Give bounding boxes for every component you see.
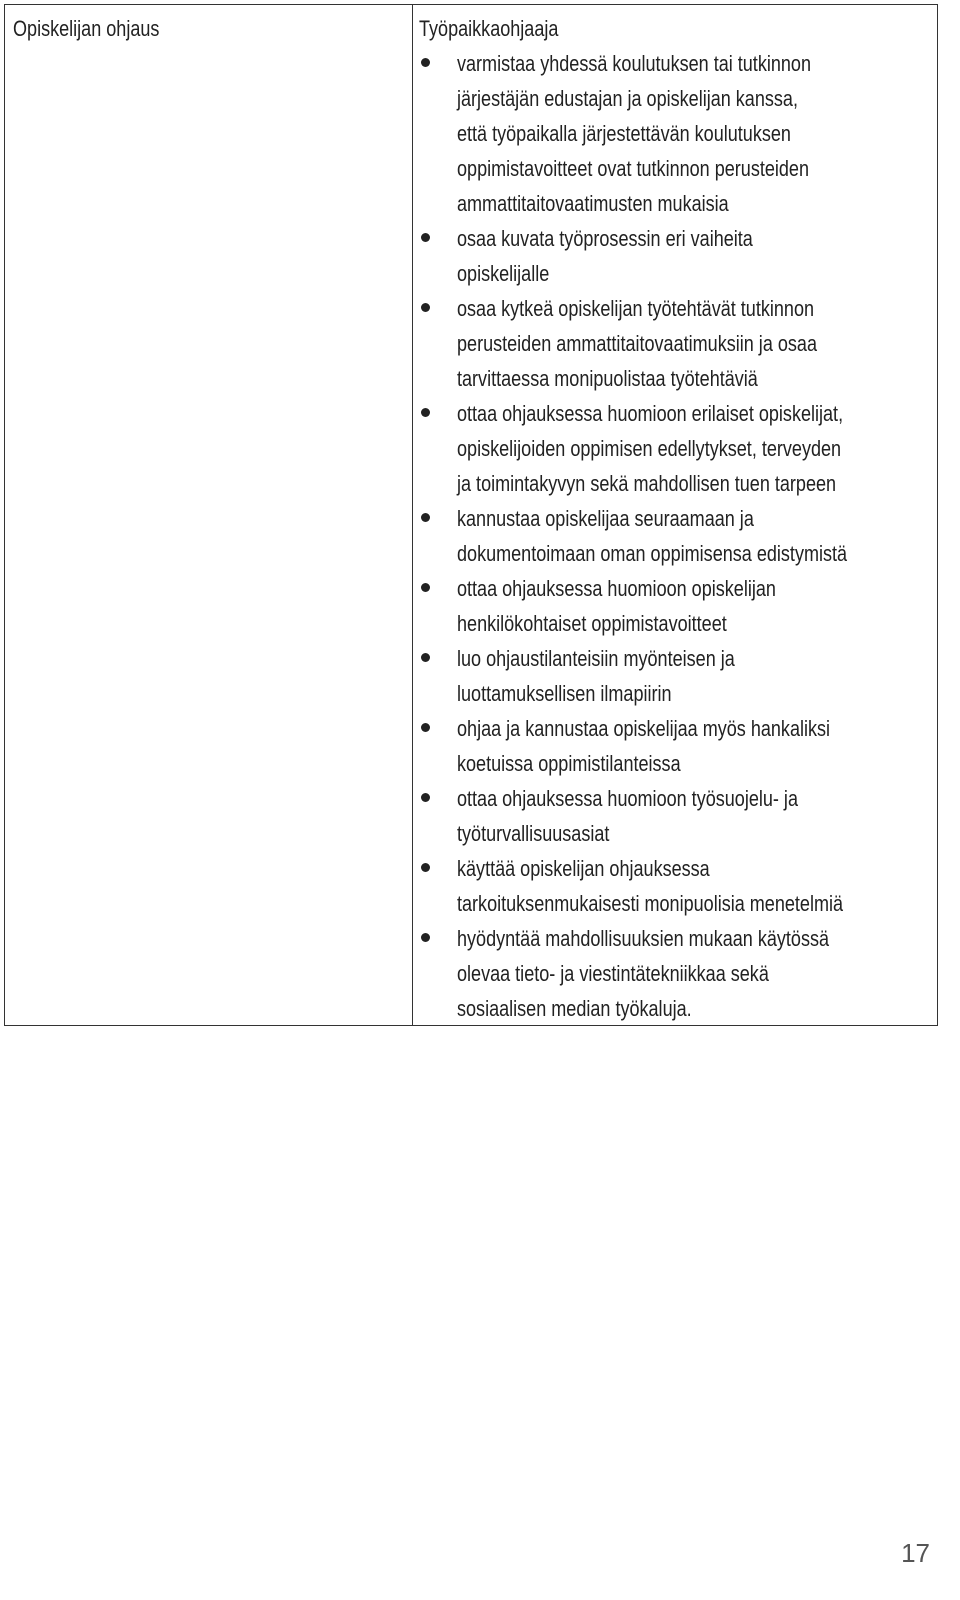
list-item-text: tarkoituksenmukaisesti monipuolisia menetelmiä — [457, 891, 844, 916]
list-item-text: koetuissa oppimistilanteissa — [457, 751, 681, 776]
list-item-text: opiskelijoiden oppimisen edellytykset, terveyden — [457, 436, 842, 461]
list-item-text: luo ohjaustilanteisiin myönteisen ja — [457, 646, 736, 671]
bullet-icon — [421, 513, 430, 522]
list-item-text: ottaa ohjauksessa huomioon opiskelijan — [457, 576, 777, 601]
list-item-text: olevaa tieto- ja viestintätekniikkaa sekä — [457, 961, 770, 986]
bullet-icon — [421, 58, 430, 67]
role-heading: Työpaikkaohjaaja — [419, 16, 559, 41]
list-item-text: ja toimintakyvyn sekä mahdollisen tuen tarpeen — [457, 471, 837, 496]
list-item-text: oppimistavoitteet ovat tutkinnon perusteiden — [457, 156, 810, 181]
bullet-icon — [421, 303, 430, 312]
list-item-text: käyttää opiskelijan ohjauksessa — [457, 856, 711, 881]
list-item-text: varmistaa yhdessä koulutuksen tai tutkinnon — [457, 51, 812, 76]
bullet-icon — [421, 408, 430, 417]
list-item-text: henkilökohtaiset oppimistavoitteet — [457, 611, 728, 636]
list-item — [419, 221, 933, 291]
bullet-icon — [421, 583, 430, 592]
list-item-text: osaa kytkeä opiskelijan työtehtävät tutkinnon — [457, 296, 815, 321]
competence-table — [4, 4, 938, 1026]
table-cell-right — [413, 5, 937, 1025]
bullet-icon — [421, 863, 430, 872]
list-item-text: työturvallisuusasiat — [457, 821, 610, 846]
list-item — [419, 396, 933, 501]
list-item — [419, 641, 933, 711]
bullet-icon — [421, 653, 430, 662]
section-title: Opiskelijan ohjaus — [13, 16, 160, 41]
list-item-text: luottamuksellisen ilmapiirin — [457, 681, 672, 706]
list-item — [419, 501, 933, 571]
table-cell-left — [5, 5, 413, 1025]
page-number: 17 — [901, 1538, 930, 1568]
list-item — [419, 781, 933, 851]
bullet-list — [419, 46, 933, 1026]
list-item-text: tarvittaessa monipuolistaa työtehtäviä — [457, 366, 759, 391]
list-item-text: dokumentoimaan oman oppimisensa edistymistä — [457, 541, 848, 566]
bullet-icon — [421, 233, 430, 242]
list-item-text: järjestäjän edustajan ja opiskelijan kanssa, — [457, 86, 799, 111]
list-item — [419, 571, 933, 641]
list-item — [419, 711, 933, 781]
list-item-text: hyödyntää mahdollisuuksien mukaan käytössä — [457, 926, 830, 951]
list-item-text: ottaa ohjauksessa huomioon työsuojelu- ja — [457, 786, 799, 811]
list-item — [419, 851, 933, 921]
bullet-icon — [421, 723, 430, 732]
bullet-icon — [421, 793, 430, 802]
list-item-text: osaa kuvata työprosessin eri vaiheita — [457, 226, 754, 251]
list-item-text: perusteiden ammattitaitovaatimuksiin ja osaa — [457, 331, 818, 356]
list-item — [419, 46, 933, 221]
list-item-text: että työpaikalla järjestettävän koulutuksen — [457, 121, 792, 146]
list-item-text: opiskelijalle — [457, 261, 550, 286]
list-item-text: sosiaalisen median työkaluja. — [457, 996, 692, 1021]
list-item — [419, 291, 933, 396]
list-item-text: ohjaa ja kannustaa opiskelijaa myös hankaliksi — [457, 716, 831, 741]
list-item-text: ottaa ohjauksessa huomioon erilaiset opiskelijat, — [457, 401, 844, 426]
bullet-icon — [421, 933, 430, 942]
list-item-text: kannustaa opiskelijaa seuraamaan ja — [457, 506, 755, 531]
list-item — [419, 921, 933, 1026]
list-item-text: ammattitaitovaatimusten mukaisia — [457, 191, 730, 216]
